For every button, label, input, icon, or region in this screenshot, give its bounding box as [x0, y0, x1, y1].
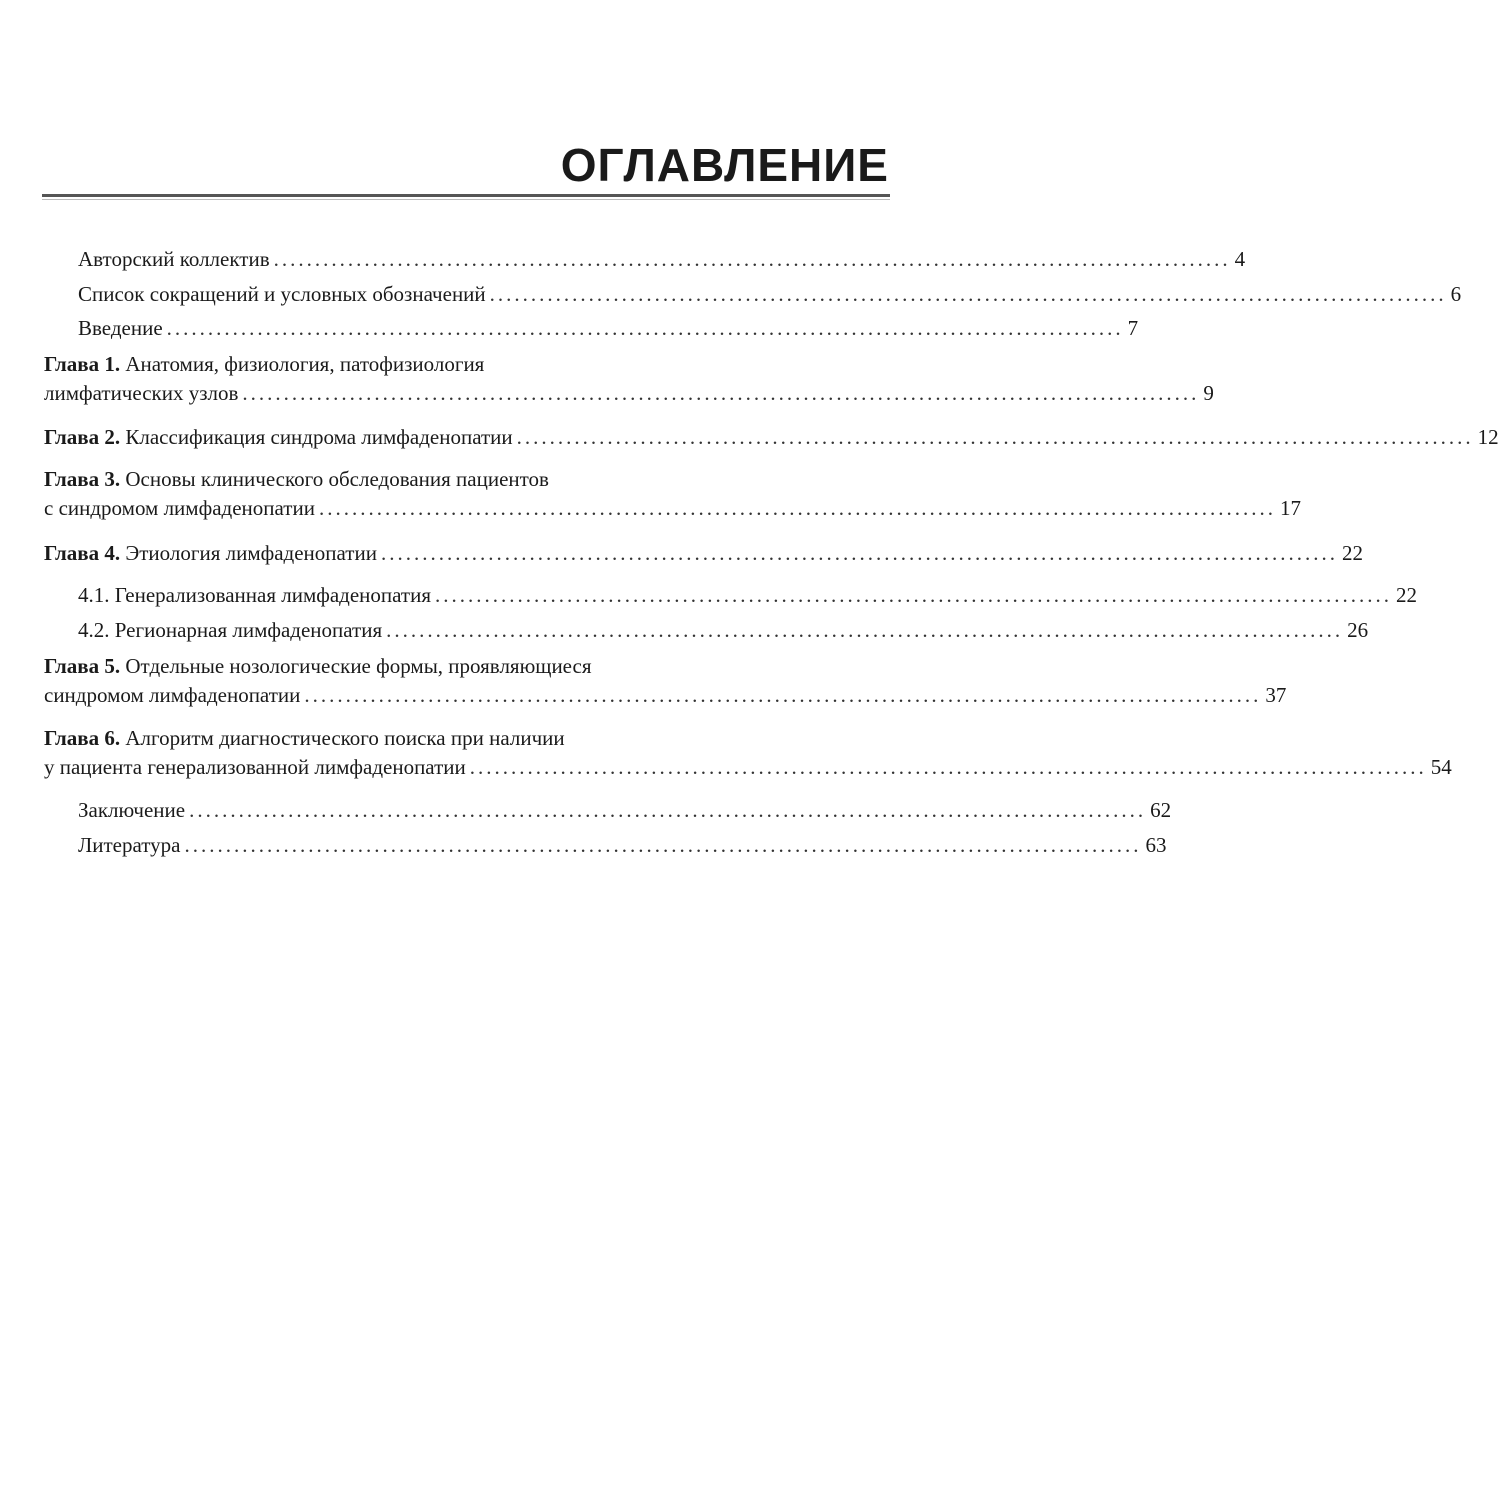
toc-entry-section-4-2[interactable]: [44, 615, 1369, 645]
toc-page-number: 12: [1477, 425, 1499, 449]
toc-entry-ch6-line1[interactable]: [44, 723, 890, 753]
dot-leader: ....................................................................................................................: [386, 618, 1344, 642]
dot-leader: ....................................................................................................................: [489, 282, 1447, 306]
toc-entry-ch3-line2[interactable]: [44, 493, 1301, 523]
toc-entry-authors[interactable]: [44, 244, 1246, 274]
dot-leader: ....................................................................................................................: [273, 247, 1231, 271]
dot-leader: ....................................................................................................................: [189, 798, 1147, 822]
dot-leader: ....................................................................................................................: [516, 425, 1474, 449]
chapter-prefix: Глава 3.: [44, 467, 121, 491]
toc-entry-section-4-1[interactable]: [44, 580, 1418, 610]
toc-entry-text: лимфатических узлов: [44, 381, 239, 405]
toc-page-number: 6: [1450, 282, 1462, 306]
toc-entry-text: у пациента генерализованной лимфаденопатии: [44, 755, 466, 779]
toc-entry-ch4[interactable]: [44, 538, 1363, 568]
toc-entry-text: Авторский коллектив: [78, 247, 270, 271]
page-title: ОГЛАВЛЕНИЕ: [560, 139, 889, 191]
toc-entry-text: 4.1. Генерализованная лимфаденопатия: [78, 583, 432, 607]
dot-leader: ....................................................................................................................: [435, 583, 1393, 607]
toc-entry-text: Этиология лимфаденопатии: [120, 541, 377, 565]
toc-entry-ch2[interactable]: [44, 422, 1499, 452]
toc-entry-text: синдромом лимфаденопатии: [44, 683, 301, 707]
toc-entry-abbreviations[interactable]: [44, 279, 1462, 309]
toc-entry-text: с синдромом лимфаденопатии: [44, 496, 315, 520]
chapter-prefix: Глава 6.: [44, 726, 121, 750]
dot-leader: ....................................................................................................................: [184, 833, 1142, 857]
dot-leader: ....................................................................................................................: [318, 496, 1276, 520]
toc-entry-text: Заключение: [78, 798, 186, 822]
toc-entry-text: Алгоритм диагностического поиска при наличии: [120, 726, 565, 750]
toc-entry-ch5-line1[interactable]: [44, 651, 890, 681]
title-underline: [42, 194, 890, 197]
toc-entry-text: Основы клинического обследования пациентов: [120, 467, 549, 491]
dot-leader: ....................................................................................................................: [166, 316, 1124, 340]
toc-page-number: 7: [1127, 316, 1139, 340]
toc-entry-text: Введение: [78, 316, 163, 340]
dot-leader: ....................................................................................................................: [380, 541, 1338, 565]
toc-entry-text: Анатомия, физиология, патофизиология: [120, 352, 485, 376]
toc-entry-text: Классификация синдрома лимфаденопатии: [120, 425, 513, 449]
toc-entry-text: Список сокращений и условных обозначений: [78, 282, 486, 306]
toc-page-number: 22: [1341, 541, 1363, 565]
title-underline-thin: [42, 199, 890, 200]
toc-page-number: 62: [1150, 798, 1172, 822]
dot-leader: ....................................................................................................................: [469, 755, 1427, 779]
toc-entry-ch6-line2[interactable]: [44, 752, 1452, 782]
chapter-prefix: Глава 1.: [44, 352, 121, 376]
toc-entry-text: Литература: [78, 833, 181, 857]
toc-entry-ch5-line2[interactable]: [44, 680, 1287, 710]
toc-page-number: 26: [1347, 618, 1369, 642]
toc-entry-text: Отдельные нозологические формы, проявляющиеся: [120, 654, 592, 678]
toc-entry-ch3-line1[interactable]: [44, 464, 890, 494]
dot-leader: ....................................................................................................................: [304, 683, 1262, 707]
toc-entry-literature[interactable]: [44, 830, 1167, 860]
toc-entry-conclusion[interactable]: [44, 795, 1172, 825]
chapter-prefix: Глава 2.: [44, 425, 121, 449]
toc-page-number: 37: [1265, 683, 1287, 707]
toc-page-number: 9: [1203, 381, 1214, 405]
toc-entry-ch1-line1[interactable]: [44, 349, 890, 379]
toc-page-number: 17: [1279, 496, 1301, 520]
toc-page-number: 63: [1145, 833, 1167, 857]
toc-entry-text: 4.2. Регионарная лимфаденопатия: [78, 618, 383, 642]
toc-entry-ch1-line2[interactable]: [44, 378, 1214, 408]
toc-page-number: 54: [1430, 755, 1452, 779]
toc-page-number: 22: [1396, 583, 1418, 607]
dot-leader: ....................................................................................................................: [242, 381, 1200, 405]
toc-page-number: 4: [1234, 247, 1246, 271]
chapter-prefix: Глава 5.: [44, 654, 121, 678]
toc-entry-intro[interactable]: [44, 313, 1139, 343]
chapter-prefix: Глава 4.: [44, 541, 121, 565]
